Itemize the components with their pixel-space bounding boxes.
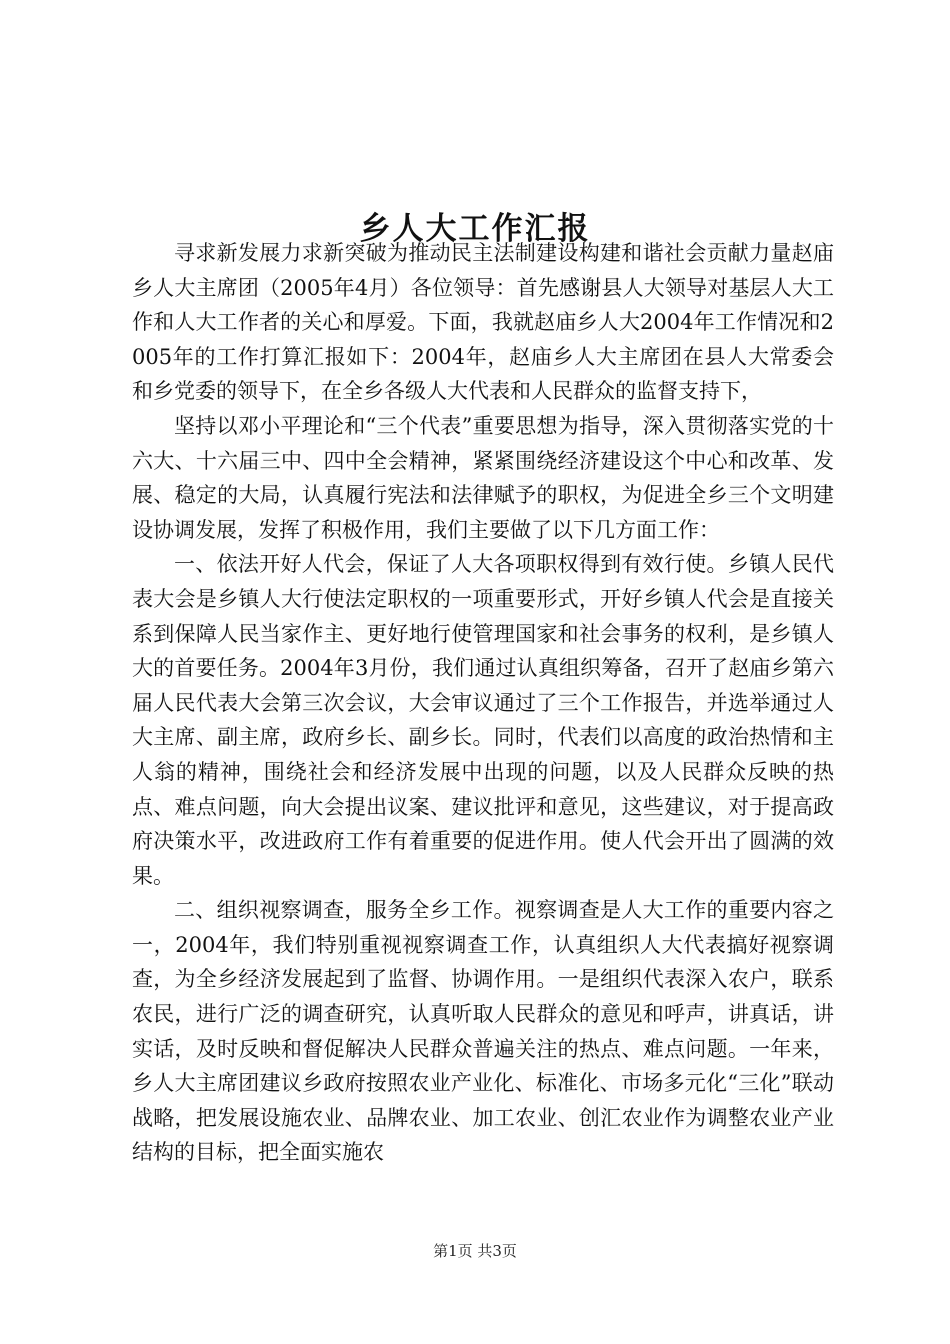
page-number-footer: 第1页 共3页 xyxy=(433,1242,517,1260)
paragraph-guiding-principle: 坚持以邓小平理论和“三个代表”重要思想为指导，深入贯彻落实党的十六大、十六届三中、四中全会精神，紧紧围绕经济建设这个中心和改革、发展、稳定的大局，认真履行宪法和法律赋予的职权，为促进全乡三个文明建设协调发展，发挥了积极作用，我们主要做了以下几方面工作： xyxy=(132,413,834,542)
paragraph-section-two: 二、组织视察调查，服务全乡工作。视察调查是人大工作的重要内容之一，2004年，我们特别重视视察调查工作，认真组织人大代表搞好视察调查，为全乡经济发展起到了监督、协调作用。一是组织代表深入农户，联系农民，进行广泛的调查研究，认真听取人民群众的意见和呼声，讲真话，讲实话，及时反映和督促解决人民群众普遍关注的热点、难点问题。一年来，乡人大主席团建议乡政府按照农业产业化、标准化、市场多元化“三化”联动战略，把发展设施农业、品牌农业、加工农业、创汇农业作为调整农业产业结构的目标，把全面实施农 xyxy=(132,898,834,1165)
document-body xyxy=(132,236,834,1170)
document-title: 乡人大工作汇报 xyxy=(359,210,591,247)
paragraph-intro: 寻求新发展力求新突破为推动民主法制建设构建和谐社会贡献力量赵庙乡人大主席团（2005年4月）各位领导：首先感谢县人大领导对基层人大工作和人大工作者的关心和厚爱。下面，我就赵庙乡人大2004年工作情况和2005年的工作打算汇报如下：2004年，赵庙乡人大主席团在县人大常委会和乡党委的领导下，在全乡各级人大代表和人民群众的监督支持下， xyxy=(132,241,834,404)
paragraph-section-one: 一、依法开好人代会，保证了人大各项职权得到有效行使。乡镇人民代表大会是乡镇人大行使法定职权的一项重要形式，开好乡镇人代会是直接关系到保障人民当家作主、更好地行使管理国家和社会事务的权利，是乡镇人大的首要任务。2004年3月份，我们通过认真组织筹备，召开了赵庙乡第六届人民代表大会第三次会议，大会审议通过了三个工作报告，并选举通过人大主席、副主席，政府乡长、副乡长。同时，代表们以高度的政治热情和主人翁的精神，围绕社会和经济发展中出现的问题，以及人民群众反映的热点、难点问题，向大会提出议案、建议批评和意见，这些建议，对于提高政府决策水平，改进政府工作有着重要的促进作用。使人代会开出了圆满的效果。 xyxy=(132,552,834,888)
